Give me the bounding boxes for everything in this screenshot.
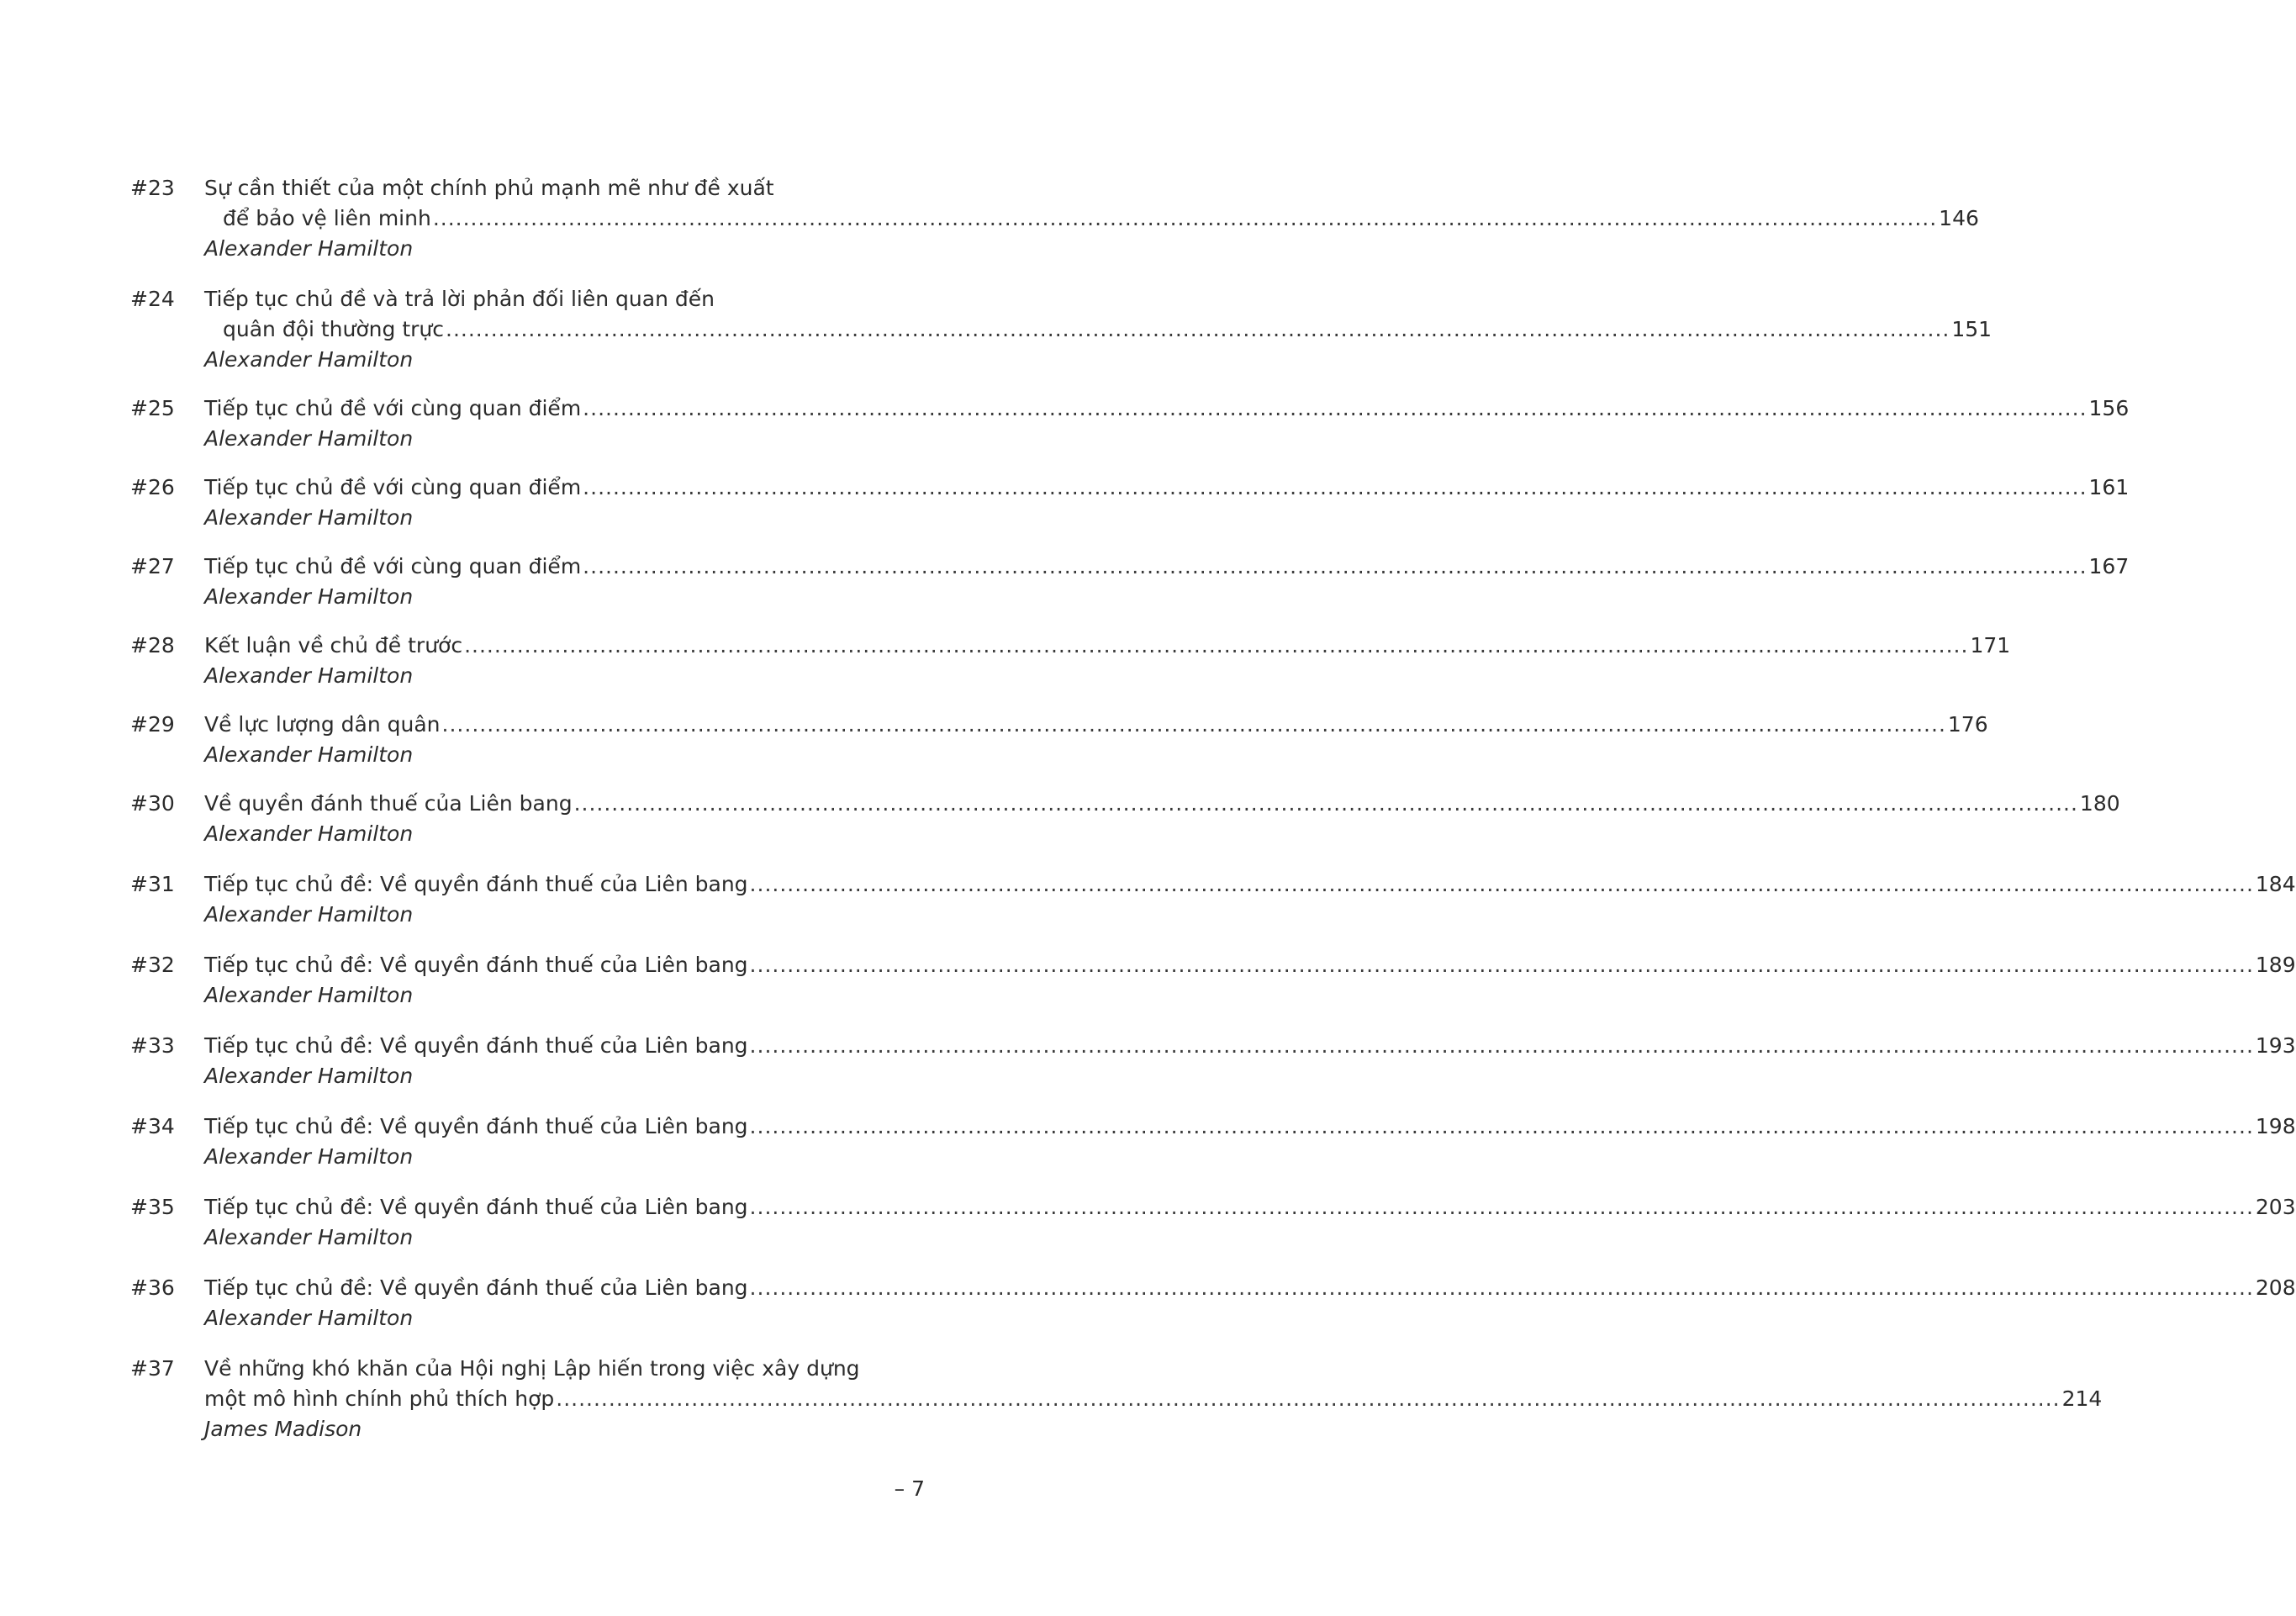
entry-author: Alexander Hamilton [204, 902, 414, 927]
toc-entry[interactable] [130, 173, 1979, 264]
entry-page-number: 180 [2079, 791, 2120, 816]
dot-leader: ........................................................................................................................................................................................................ [749, 1033, 2254, 1058]
entry-author: Alexander Hamilton [204, 1144, 414, 1169]
entry-page-number: 167 [2088, 554, 2130, 578]
entry-leader-line [204, 950, 2296, 980]
dot-leader: ........................................................................................................................................................................................................ [464, 633, 1969, 657]
entry-leader-line [204, 1112, 2296, 1142]
entry-title-continued: để bảo vệ liên minh [223, 206, 431, 230]
entry-number: #28 [130, 633, 175, 657]
toc-entry[interactable] [130, 869, 2296, 930]
entry-author: Alexander Hamilton [204, 1225, 414, 1249]
dot-leader: ........................................................................................................................................................................................................ [749, 953, 2254, 977]
entry-leader-line [204, 869, 2296, 900]
entry-number: #23 [130, 176, 175, 200]
dot-leader: ........................................................................................................................................................................................................ [573, 791, 2078, 816]
entry-number: #27 [130, 554, 175, 578]
toc-entry[interactable] [130, 1273, 2296, 1333]
toc-entry[interactable] [130, 950, 2296, 1011]
entry-page-number: 176 [1947, 712, 1988, 737]
entry-page-number: 146 [1939, 206, 1979, 230]
entry-page-number: 151 [1951, 317, 1993, 341]
entry-page-number: 208 [2255, 1275, 2296, 1300]
toc-entry[interactable] [130, 1031, 2296, 1091]
entry-leader-line [204, 1384, 2103, 1414]
entry-title: Tiếp tục chủ đề: Về quyền đánh thuế của Liên bang [204, 872, 748, 896]
entry-author: Alexander Hamilton [204, 426, 414, 451]
toc-entry[interactable] [130, 473, 2130, 533]
entry-author: Alexander Hamilton [204, 663, 414, 688]
entry-author: Alexander Hamilton [204, 742, 414, 767]
entry-leader-line [204, 1273, 2296, 1303]
entry-title: Tiếp tục chủ đề: Về quyền đánh thuế của Liên bang [204, 1114, 748, 1138]
toc-entry[interactable] [130, 284, 1993, 375]
entry-author: James Madison [204, 1417, 362, 1441]
toc-entry[interactable] [130, 631, 2011, 691]
entry-page-number: 198 [2255, 1114, 2296, 1138]
entry-number: #34 [130, 1114, 175, 1138]
entry-leader-line [204, 393, 2130, 424]
entry-title: Tiếp tục chủ đề với cùng quan điểm [204, 554, 582, 578]
entry-author: Alexander Hamilton [204, 1064, 414, 1088]
entry-title-continued: quân đội thường trực [223, 317, 445, 341]
entry-author: Alexander Hamilton [204, 347, 414, 372]
entry-title: Tiếp tục chủ đề: Về quyền đánh thuế của Liên bang [204, 1195, 748, 1219]
toc-entry[interactable] [130, 552, 2130, 612]
entry-page-number: 189 [2255, 953, 2296, 977]
entry-page-number: 161 [2088, 475, 2130, 499]
entry-page-number: 184 [2255, 872, 2296, 896]
entry-leader-line [204, 203, 1979, 234]
entry-leader-line [204, 473, 2130, 503]
entry-number: #35 [130, 1195, 175, 1219]
dot-leader: ........................................................................................................................................................................................................ [432, 206, 1938, 230]
entry-number: #30 [130, 791, 175, 816]
table-of-contents [130, 173, 2296, 1444]
entry-number: #29 [130, 712, 175, 737]
entry-author: Alexander Hamilton [204, 584, 414, 609]
dot-leader: ........................................................................................................................................................................................................ [583, 475, 2088, 499]
toc-entry[interactable] [130, 393, 2130, 454]
entry-title: Tiếp tục chủ đề: Về quyền đánh thuế của Liên bang [204, 953, 748, 977]
entry-leader-line [204, 710, 1988, 740]
entry-page-number: 156 [2088, 396, 2130, 420]
entry-number: #26 [130, 475, 175, 499]
entry-author: Alexander Hamilton [204, 236, 414, 261]
entry-title: Tiếp tục chủ đề: Về quyền đánh thuế của Liên bang [204, 1275, 748, 1300]
dot-leader: ........................................................................................................................................................................................................ [749, 1195, 2254, 1219]
entry-title: Tiếp tục chủ đề với cùng quan điểm [204, 475, 582, 499]
entry-leader-line [204, 1192, 2296, 1223]
entry-title: Tiếp tục chủ đề và trả lời phản đối liên quan đến [204, 287, 715, 311]
entry-author: Alexander Hamilton [204, 505, 414, 530]
entry-author: Alexander Hamilton [204, 821, 414, 846]
entry-number: #24 [130, 287, 175, 311]
entry-title: Tiếp tục chủ đề với cùng quan điểm [204, 396, 582, 420]
dot-leader: ........................................................................................................................................................................................................ [583, 396, 2088, 420]
entry-page-number: 203 [2255, 1195, 2296, 1219]
dot-leader: ........................................................................................................................................................................................................ [556, 1386, 2061, 1411]
entry-title: Về quyền đánh thuế của Liên bang [204, 791, 573, 816]
entry-number: #36 [130, 1275, 175, 1300]
entry-title: Kết luận về chủ đề trước [204, 633, 463, 657]
toc-entry[interactable] [130, 1354, 2103, 1444]
dot-leader: ........................................................................................................................................................................................................ [446, 317, 1950, 341]
toc-entry[interactable] [130, 710, 1988, 770]
dot-leader: ........................................................................................................................................................................................................ [749, 1275, 2254, 1300]
entry-page-number: 214 [2061, 1386, 2103, 1411]
entry-leader-line [204, 314, 1993, 345]
page-number-footer: – 7 [894, 1476, 925, 1501]
entry-page-number: 171 [1970, 633, 2011, 657]
entry-number: #37 [130, 1356, 175, 1381]
entry-number: #32 [130, 953, 175, 977]
entry-page-number: 193 [2255, 1033, 2296, 1058]
entry-leader-line [204, 631, 2011, 661]
dot-leader: ........................................................................................................................................................................................................ [749, 1114, 2254, 1138]
dot-leader: ........................................................................................................................................................................................................ [583, 554, 2088, 578]
entry-leader-line [204, 1031, 2296, 1061]
entry-title: Sự cần thiết của một chính phủ mạnh mẽ như đề xuất [204, 176, 774, 200]
entry-number: #31 [130, 872, 175, 896]
toc-entry[interactable] [130, 789, 2120, 849]
entry-author: Alexander Hamilton [204, 1306, 414, 1330]
dot-leader: ........................................................................................................................................................................................................ [441, 712, 1946, 737]
toc-entry[interactable] [130, 1112, 2296, 1172]
entry-number: #25 [130, 396, 175, 420]
dot-leader: ........................................................................................................................................................................................................ [749, 872, 2254, 896]
entry-title: Tiếp tục chủ đề: Về quyền đánh thuế của Liên bang [204, 1033, 748, 1058]
entry-title: Về lực lượng dân quân [204, 712, 441, 737]
entry-author: Alexander Hamilton [204, 983, 414, 1007]
toc-entry[interactable] [130, 1192, 2296, 1253]
entry-title: Về những khó khăn của Hội nghị Lập hiến trong việc xây dựng [204, 1356, 860, 1381]
entry-title-continued: một mô hình chính phủ thích hợp [204, 1386, 555, 1411]
entry-leader-line [204, 552, 2130, 582]
entry-number: #33 [130, 1033, 175, 1058]
entry-leader-line [204, 789, 2120, 819]
